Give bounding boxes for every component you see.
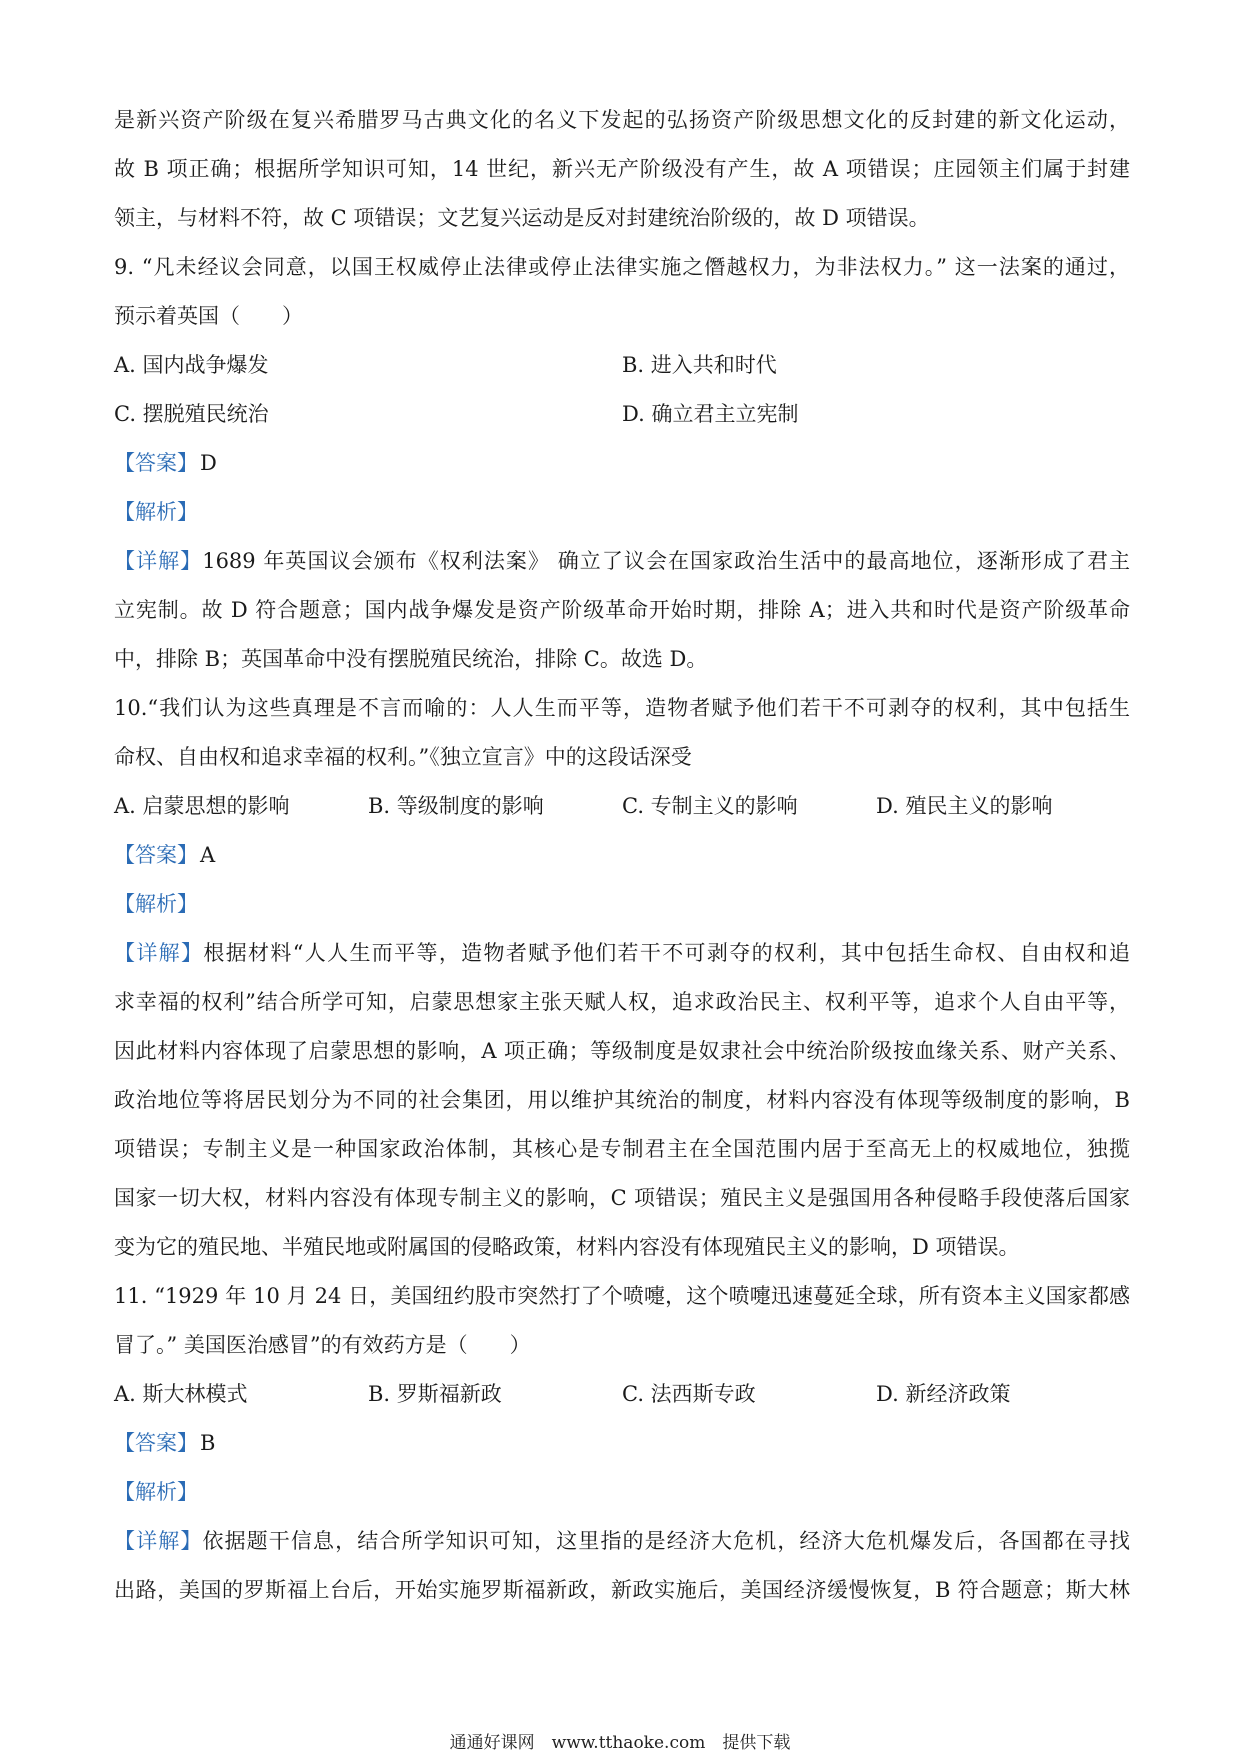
q9-option-d: D. 确立君主立宪制	[622, 402, 799, 426]
q10-detail-line-3: 因此材料内容体现了启蒙思想的影响，A 项正确；等级制度是奴隶社会中统治阶级按血缘关系、财产关系、	[114, 1039, 1130, 1063]
q11-option-a: A. 斯大林模式	[114, 1382, 248, 1406]
answer-tag: 【答案】	[114, 451, 198, 475]
q11-detail-text-1: 依据题干信息，结合所学知识可知，这里指的是经济大危机，经济大危机爆发后，各国都在寻找	[202, 1529, 1131, 1553]
q11-options-row	[114, 1370, 1130, 1419]
q11-analysis	[114, 1468, 1130, 1517]
intro-line-1: 是新兴资产阶级在复兴希腊罗马古典文化的名义下发起的弘扬资产阶级思想文化的反封建的新文化运动，	[114, 108, 1130, 132]
q11-stem-line-1: 11. “1929 年 10 月 24 日，美国纽约股市突然打了个喷嚏，这个喷嚏迅速蔓延全球，所有资本主义国家都感	[114, 1284, 1130, 1308]
q10-detail-line-5: 项错误；专制主义是一种国家政治体制，其核心是专制君主在全国范围内居于至高无上的权威地位，独揽	[114, 1137, 1130, 1161]
q10-options-row	[114, 782, 1130, 831]
q10-answer-value: A	[200, 843, 216, 867]
q9-answer	[114, 439, 1130, 488]
detail-tag: 【详解】	[114, 941, 204, 965]
q11-option-c: C. 法西斯专政	[622, 1382, 756, 1406]
analysis-tag: 【解析】	[114, 500, 198, 524]
q10-option-b: B. 等级制度的影响	[368, 794, 544, 818]
q10-detail-line-6: 国家一切大权，材料内容没有体现专制主义的影响，C 项错误；殖民主义是强国用各种侵略手段使落后国家	[114, 1186, 1130, 1210]
q9-options-row-1	[114, 341, 1130, 390]
q10-option-c: C. 专制主义的影响	[622, 794, 798, 818]
q9-option-b: B. 进入共和时代	[622, 353, 777, 377]
intro-line-2: 故 B 项正确；根据所学知识可知，14 世纪，新兴无产阶级没有产生，故 A 项错误；庄园领主们属于封建	[114, 157, 1130, 181]
q9-detail-text-1: 1689 年英国议会颁布《权利法案》 确立了议会在国家政治生活中的最高地位，逐渐形成了君主	[202, 549, 1130, 573]
answer-tag: 【答案】	[114, 1431, 198, 1455]
q10-option-d: D. 殖民主义的影响	[876, 794, 1053, 818]
analysis-tag: 【解析】	[114, 1480, 198, 1504]
q9-detail-line-1	[114, 537, 1130, 586]
q9-answer-value: D	[200, 451, 217, 475]
q11-option-b: B. 罗斯福新政	[368, 1382, 502, 1406]
q10-detail-line-2: 求幸福的权利”结合所学可知，启蒙思想家主张天赋人权，追求政治民主、权利平等，追求个人自由平等，	[114, 990, 1130, 1014]
q10-detail-line-4: 政治地位等将居民划分为不同的社会集团，用以维护其统治的制度，材料内容没有体现等级制度的影响，B	[114, 1088, 1130, 1112]
q9-option-a: A. 国内战争爆发	[114, 353, 269, 377]
analysis-tag: 【解析】	[114, 892, 198, 916]
intro-line-3: 领主，与材料不符，故 C 项错误；文艺复兴运动是反对封建统治阶级的，故 D 项错误。	[114, 206, 930, 230]
q10-stem-line-1: 10.“我们认为这些真理是不言而喻的：人人生而平等，造物者赋予他们若干不可剥夺的权利，其中包括生	[114, 696, 1130, 720]
answer-tag: 【答案】	[114, 843, 198, 867]
q11-answer-value: B	[200, 1431, 216, 1455]
q10-answer	[114, 831, 1130, 880]
q9-options-row-2	[114, 390, 1130, 439]
document-page	[114, 96, 1130, 1615]
q9-detail-line-3: 中，排除 B；英国革命中没有摆脱殖民统治，排除 C。故选 D。	[114, 647, 708, 671]
q10-detail-text-1: 根据材料“人人生而平等，造物者赋予他们若干不可剥夺的权利，其中包括生命权、自由权和追	[203, 941, 1131, 965]
q11-answer	[114, 1419, 1130, 1468]
footer-source: 通通好课网 www.tthaoke.com 提供下载	[449, 1733, 791, 1753]
q9-detail-line-2: 立宪制。故 D 符合题意；国内战争爆发是资产阶级革命开始时期，排除 A；进入共和时代是资产阶级革命	[114, 598, 1130, 622]
q10-detail-line-1	[114, 929, 1130, 978]
q11-detail-line-1	[114, 1517, 1130, 1566]
q10-detail-line-7: 变为它的殖民地、半殖民地或附属国的侵略政策，材料内容没有体现殖民主义的影响，D 项错误。	[114, 1235, 1020, 1259]
q9-stem-line-2: 预示着英国（ ）	[114, 304, 303, 328]
q11-stem-line-2: 冒了。” 美国医治感冒”的有效药方是（ ）	[114, 1333, 531, 1357]
q10-option-a: A. 启蒙思想的影响	[114, 794, 290, 818]
q10-analysis	[114, 880, 1130, 929]
detail-tag: 【详解】	[114, 549, 203, 573]
q9-analysis	[114, 488, 1130, 537]
q11-detail-line-2: 出路，美国的罗斯福上台后，开始实施罗斯福新政，新政实施后，美国经济缓慢恢复，B 符合题意；斯大林	[114, 1578, 1130, 1602]
detail-tag: 【详解】	[114, 1529, 203, 1553]
q9-stem-line-1: 9. “凡未经议会同意，以国王权威停止法律或停止法律实施之僭越权力，为非法权力。” 这一法案的通过，	[114, 255, 1130, 279]
q11-option-d: D. 新经济政策	[876, 1382, 1011, 1406]
q10-stem-line-2: 命权、自由权和追求幸福的权利。”《独立宣言》中的这段话深受	[114, 745, 692, 769]
q9-option-c: C. 摆脱殖民统治	[114, 402, 269, 426]
